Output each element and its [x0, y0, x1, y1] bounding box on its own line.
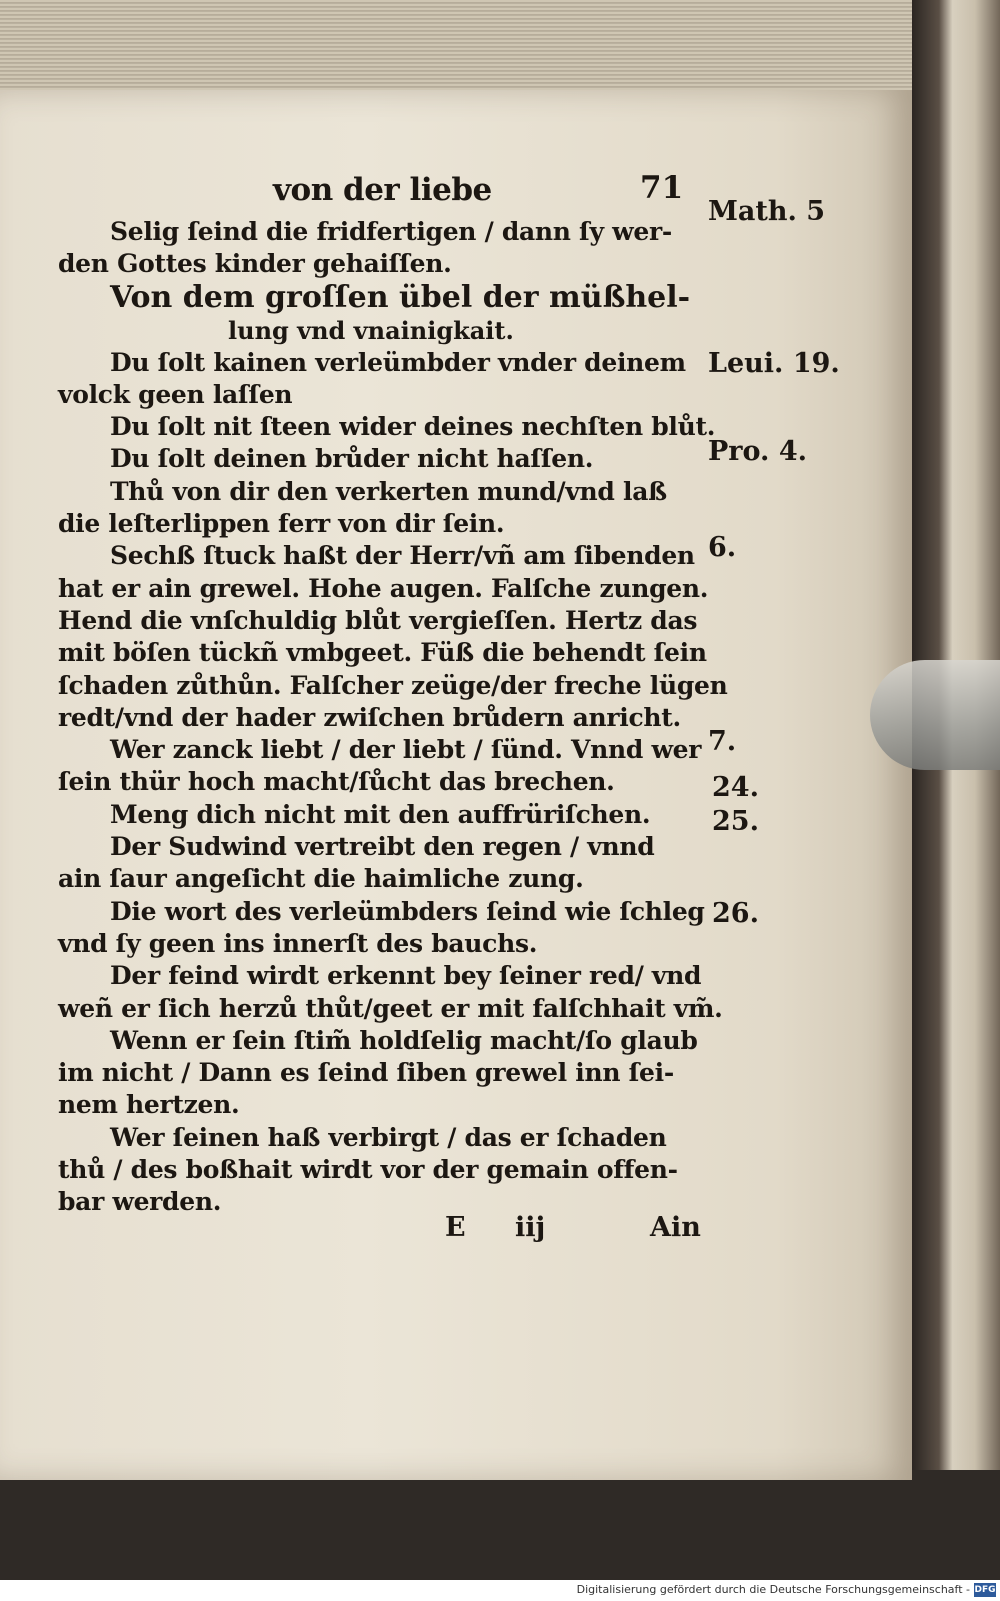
page-number: 71 — [640, 170, 684, 206]
text-line: volck geen laſſen — [58, 379, 293, 409]
margin-note-pro4: Pro. 4. — [708, 436, 808, 467]
digitization-footer — [0, 1580, 1000, 1601]
text-line: den Gottes kinder gehaiſſen. — [58, 249, 452, 279]
catchword: Ain — [650, 1212, 701, 1243]
text-line: Hend die vnſchuldig blůt vergieſſen. Hertz das — [58, 605, 698, 635]
text-line: ſein thür hoch macht/ſůcht das brechen. — [58, 767, 615, 797]
margin-note-math5: Math. 5 — [708, 196, 826, 227]
text-line: ſchaden zůthůn. Falſcher zeüge/der freche lügen — [58, 670, 728, 700]
text-line: Wenn er ſein ſtim̃ holdſelig macht/ſo glaub — [110, 1025, 698, 1055]
text-line: Die wort des verleümbders ſeind wie ſchleg — [110, 896, 705, 926]
margin-note-24: 24. — [712, 772, 759, 803]
footer-credit: Digitalisierung gefördert durch die Deutsche Forschungsgemeinschaft - — [576, 1583, 970, 1596]
text-line: Wer zanck liebt / der liebt / ſünd. Vnnd wer — [110, 735, 702, 765]
text-line: im nicht / Dann es ſeind ſiben grewel inn ſei- — [58, 1058, 674, 1088]
text-line: Du ſolt kainen verleümbder vnder deinem — [110, 347, 686, 377]
text-after-heading — [58, 347, 728, 1219]
text-line: die leſterlippen ferr von dir ſein. — [58, 509, 505, 539]
text-line: ain ſaur angeſicht die haimliche zung. — [58, 864, 584, 894]
margin-note-26: 26. — [712, 898, 759, 929]
running-head: von der liebe — [273, 172, 492, 208]
text-line: Der Sudwind vertreibt den regen / vnnd — [110, 832, 655, 862]
text-line: Du ſolt nit ſteen wider deines nechſten blůt. — [110, 412, 716, 442]
text-before-heading — [58, 216, 708, 281]
book-bottom-edge — [0, 1470, 1000, 1580]
text-line: redt/vnd der hader zwiſchen brůdern anricht. — [58, 702, 681, 732]
text-line: nem hertzen. — [58, 1090, 240, 1120]
text-line: bar werden. — [58, 1187, 222, 1217]
page-header — [58, 172, 708, 216]
text-line: Meng dich nicht mit den auffrüriſchen. — [110, 799, 651, 829]
margin-note-7: 7. — [708, 726, 737, 757]
text-line: Selig ſeind die fridfertigen / dann ſy wer- — [110, 217, 672, 246]
text-line: Du ſolt deinen brůder nicht haſſen. — [110, 444, 594, 474]
section-heading-line-1: Von dem groſſen übel der müßhel- — [110, 279, 691, 315]
text-line: Wer ſeinen haß verbirgt / das er ſchaden — [110, 1122, 667, 1152]
margin-note-leui19: Leui. 19. — [708, 348, 840, 379]
margin-note-25: 25. — [712, 806, 759, 837]
page-text — [58, 170, 728, 1219]
text-line: thů / des boßhait wirdt vor der gemain offen- — [58, 1155, 678, 1185]
text-line: weñ er ſich herzů thůt/geet er mit falſchhait vm̃. — [58, 993, 723, 1023]
text-line: Sechß ſtuck haßt der Herr/vñ am ſibenden — [110, 541, 695, 571]
text-line: mit böſen tückñ vmbgeet. Füß die behendt ſein — [58, 638, 707, 668]
folio-mark: iij — [515, 1212, 546, 1243]
dfg-logo-icon: DFG — [974, 1585, 996, 1595]
text-line: hat er ain grewel. Hohe augen. Falſche zungen. — [58, 573, 709, 603]
page-edges-top — [0, 0, 930, 100]
signature-mark: E — [445, 1212, 466, 1243]
section-heading-line-2: lung vnd vnainigkait. — [228, 315, 514, 345]
text-line: Der feind wirdt erkennt bey ſeiner red/ vnd — [110, 961, 702, 991]
page-clip — [870, 660, 1000, 770]
text-line: vnd ſy geen ins innerſt des bauchs. — [58, 928, 538, 958]
text-line: Thů von dir den verkerten mund/vnd laß — [110, 476, 667, 506]
margin-note-6: 6. — [708, 532, 737, 563]
